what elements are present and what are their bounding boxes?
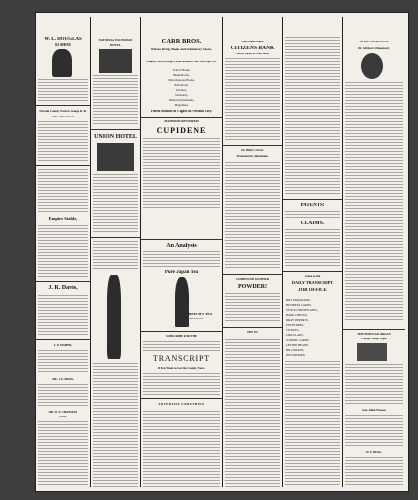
timetable-text — [38, 121, 88, 161]
column-1 — [36, 17, 90, 487]
union-hotel-title: UNION HOTEL — [94, 134, 137, 140]
ad-text — [285, 37, 340, 195]
try-it: TRY IT! — [246, 331, 259, 334]
claims-title: CLAIMS. — [300, 221, 325, 226]
divider — [223, 327, 282, 328]
patents-title: PATENTS! — [300, 203, 325, 208]
national-exchange-sub: HOTEL — [110, 44, 121, 47]
ad-text — [38, 384, 88, 406]
deal-name: W. F. DEAL, — [365, 451, 383, 454]
divider — [91, 129, 140, 130]
divider — [141, 239, 222, 240]
carr-bros-line1: Palace Drug, Book and Stationery Store, — [151, 48, 212, 51]
carr-item: Pictures, — [176, 89, 187, 92]
divider — [343, 329, 405, 330]
beech-tea: BEECH'S TEA — [189, 313, 213, 316]
hotel-engraving — [99, 49, 132, 73]
column-5 — [283, 17, 342, 487]
ad-text — [225, 162, 280, 270]
ad-text — [38, 169, 88, 213]
railroad-sub: TIME TABLE No. 43. — [51, 116, 75, 118]
job-item: BANK CHECKS, — [286, 314, 308, 317]
newspaper-page — [36, 13, 408, 491]
carr-item: School Books, — [172, 69, 191, 72]
job-item: BILL PROGRAMS, — [286, 299, 311, 302]
ad-text — [345, 364, 403, 404]
carr-bros-title: CARR BROS. — [161, 39, 202, 45]
carr-item: Musical Instruments, — [168, 99, 195, 102]
bank-report-top: Semi-Annual Report — [241, 41, 264, 43]
ad-text — [38, 421, 88, 487]
job-item: ENVELOPES, — [286, 324, 304, 327]
job-office-sub: JOB OFFICE — [298, 288, 327, 293]
beech-tea-sub: Just Received. — [189, 318, 204, 320]
ad-text — [38, 295, 88, 335]
divider — [91, 237, 140, 238]
organ-title: THE POPULAR ORGAN — [357, 333, 391, 336]
job-office-title: DAILY TRANSCRIPT — [291, 281, 334, 285]
citizens-bank-sub: And Its Agency at Grass Valley — [235, 53, 270, 55]
column-6 — [343, 17, 405, 487]
figure-engraving — [107, 275, 121, 359]
divider — [36, 281, 90, 282]
ad-text — [93, 174, 138, 234]
job-office-top: Come to the — [304, 275, 321, 278]
job-item: DRAY REPORTS, — [286, 319, 309, 322]
ad-text — [38, 225, 88, 277]
divider — [283, 271, 342, 272]
ad-text — [143, 251, 220, 269]
analysis-title: An Analysis — [166, 243, 197, 249]
sulphur-sub: POWDER! — [238, 284, 267, 290]
carr-bros-line2: Complete Stock of Drugs, Patent Medicines, Oils, Wall Paper, Etc. — [146, 61, 217, 63]
gibbon-name: Dr. Gibbon's Dispensary — [358, 47, 390, 50]
cupidene-top: MANHOOD RESTORED! — [164, 120, 199, 123]
ad-text — [38, 350, 88, 374]
transcript-title: TRANSCRIPT — [153, 355, 210, 363]
ad-text — [143, 138, 220, 210]
divider — [36, 165, 90, 166]
bank-report-text — [225, 58, 280, 142]
divider — [223, 145, 282, 146]
ad-text — [143, 373, 220, 395]
chapman-sub: Dentist. — [59, 416, 67, 418]
ad-text — [345, 82, 403, 322]
carr-item: Periodicals, — [174, 84, 189, 87]
citizens-bank-title: CITIZENS BANK — [230, 46, 275, 51]
column-4 — [223, 17, 282, 487]
ad-text — [93, 75, 138, 125]
ad-text — [285, 229, 340, 267]
ad-text — [38, 79, 88, 101]
ad-text — [345, 457, 403, 487]
national-exchange-title: NATIONAL EXCHANGE — [98, 39, 133, 42]
hotel-engraving — [97, 143, 134, 171]
job-item: SCHOOL CARDS, — [286, 339, 310, 342]
carr-item: Miscellaneous Books, — [168, 79, 195, 82]
ad-text — [285, 361, 340, 487]
stable-title: Empire Stable, — [48, 217, 78, 221]
ad-text — [345, 415, 403, 447]
transcript-line: If You Want to Get the County News. — [157, 367, 206, 370]
column-2 — [91, 17, 140, 487]
watson-title: Geo. Allen Watson — [362, 409, 386, 412]
davis-name: J. R. Davis, — [48, 285, 78, 291]
divider — [141, 398, 222, 399]
job-item: CIRCULARS, — [286, 334, 304, 337]
job-item: BILL HEADS, — [286, 349, 305, 352]
bixby-title: Dr. Bixby's Fever — [241, 149, 264, 152]
sulphur-title: COMPOUND SULPHUR — [235, 278, 270, 281]
ad-text — [143, 341, 220, 353]
carr-bros-bottom: Finest Brands of Cigars in Nevada City. — [151, 110, 212, 113]
chapman-name: DR. W. F. CHAPMAN — [48, 411, 78, 414]
bixby-sub: Treatment by Inhalation. — [236, 155, 269, 158]
seal-image — [361, 53, 383, 79]
ad-text — [93, 363, 138, 487]
divider — [36, 339, 90, 340]
ad-text — [225, 339, 280, 487]
column-3 — [141, 17, 222, 487]
organ-sub: Chicago Cottage Organ — [361, 338, 387, 340]
job-item: BUSINESS CARDS, — [286, 304, 312, 307]
douglas-sub: $3 SHOE — [54, 43, 72, 47]
job-item: STOCK CERTIFICATES, — [286, 309, 318, 312]
tea-figure-engraving — [175, 277, 189, 327]
ad-text — [143, 411, 220, 487]
portrait-image — [52, 49, 72, 77]
douglas-name: W. L. DOUGLAS — [44, 37, 82, 42]
carr-item: Blank Books, — [173, 74, 190, 77]
fisher-name: L. P. FISHER, — [53, 344, 73, 347]
transcript-top: SUBSCRIBE FOR THE — [165, 335, 198, 338]
cupidene-title: CUPIDENE — [156, 127, 207, 135]
job-item: INVITATIONS, — [286, 354, 306, 357]
carr-item: Magazines, — [174, 104, 189, 107]
divider — [223, 274, 282, 275]
divider — [283, 199, 342, 200]
divider — [36, 105, 90, 106]
ad-text — [225, 293, 280, 323]
organ-engraving — [357, 343, 387, 361]
unfortunate-title: TO THE UNFORTUNATE — [359, 41, 389, 43]
ad-text — [285, 211, 340, 219]
railroad-title: Nevada County Narrow Gauge R. R. — [39, 110, 87, 113]
divider — [141, 117, 222, 118]
advertise-title: ADVERTISE SOMETHING — [158, 403, 205, 406]
carr-item: Stationery, — [175, 94, 188, 97]
japan-tea: Pure Japan Tea — [164, 270, 199, 275]
job-item: TICKETS, — [286, 329, 300, 332]
divider — [141, 331, 222, 332]
job-item: LETTER HEADS, — [286, 344, 309, 347]
ad-text — [93, 241, 138, 271]
shaw-name: DR. J. F. SHAW, — [52, 378, 74, 381]
